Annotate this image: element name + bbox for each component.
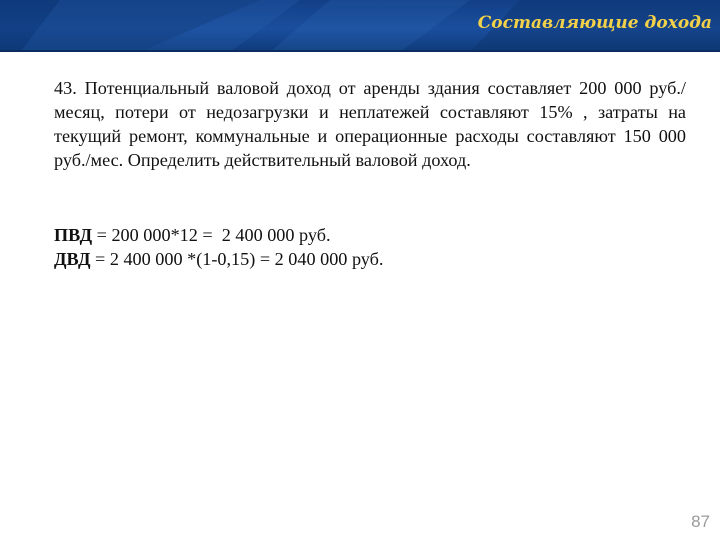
dvd-line bbox=[54, 247, 686, 271]
dvd-formula: = 2 400 000 *(1-0,15) = 2 040 000 руб. bbox=[90, 249, 384, 269]
pvd-line bbox=[54, 223, 686, 247]
dvd-label: ДВД bbox=[54, 249, 91, 269]
task-text: 43. Потенциальный валовой доход от аренды здания составляет 200 000 руб./месяц, потери от недозагрузки и неплатежей составляют 15% , затраты на текущий ремонт, коммунальные и операционные расходы составляют 150 000 руб./мес. Определить действительный валовой доход. bbox=[54, 78, 686, 170]
pvd-formula: = 200 000*12 = 2 400 000 руб. bbox=[92, 225, 331, 245]
pvd-label: ПВД bbox=[54, 225, 93, 245]
calculation-block bbox=[54, 223, 686, 271]
header-bar bbox=[0, 0, 720, 52]
page-number: 87 bbox=[691, 512, 710, 531]
slide-title: Составляющие дохода bbox=[477, 13, 712, 33]
